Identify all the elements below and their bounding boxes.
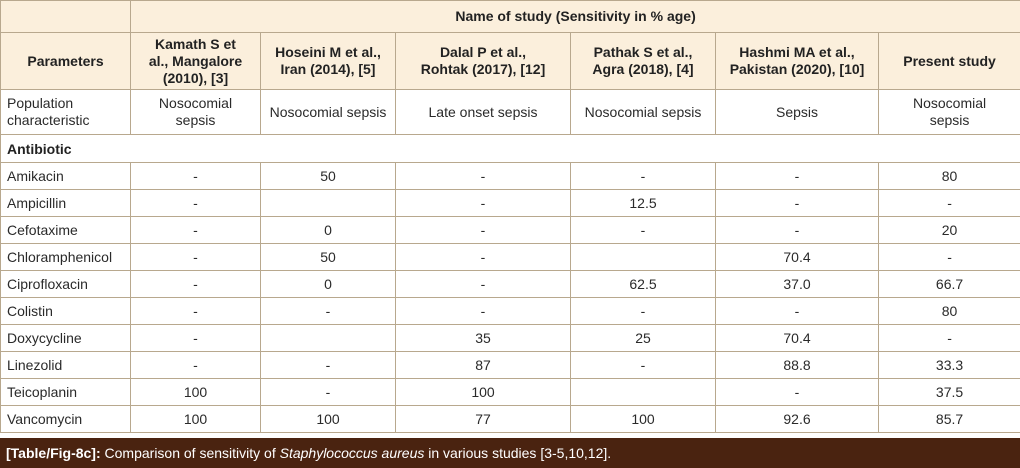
sensitivity-cell: -	[131, 271, 261, 298]
table-row	[1, 190, 1020, 217]
sensitivity-cell: 100	[571, 406, 716, 433]
antibiotic-header: Antibiotic	[1, 135, 1020, 163]
sensitivity-cell	[571, 244, 716, 271]
study-header: Pathak S et al., Agra (2018), [4]	[571, 33, 716, 90]
sensitivity-cell: 92.6	[716, 406, 879, 433]
header-corner	[1, 1, 131, 33]
population-cell: Sepsis	[716, 90, 879, 135]
drug-rows	[1, 163, 1020, 433]
sensitivity-cell: 77	[396, 406, 571, 433]
sensitivity-cell	[261, 190, 396, 217]
antibiotic-name: Ciprofloxacin	[1, 271, 131, 298]
antibiotic-header-row	[1, 135, 1020, 163]
sensitivity-cell: -	[571, 298, 716, 325]
sensitivity-cell: -	[131, 217, 261, 244]
sensitivity-cell: -	[261, 379, 396, 406]
population-cell: Nosocomial sepsis	[879, 90, 1020, 135]
sensitivity-cell: -	[571, 352, 716, 379]
sensitivity-cell: -	[879, 190, 1020, 217]
sensitivity-cell: -	[131, 352, 261, 379]
sensitivity-cell: 88.8	[716, 352, 879, 379]
sensitivity-cell: -	[131, 325, 261, 352]
sensitivity-cell: 35	[396, 325, 571, 352]
table-row	[1, 217, 1020, 244]
sensitivity-cell: 100	[261, 406, 396, 433]
study-header: Hashmi MA et al., Pakistan (2020), [10]	[716, 33, 879, 90]
population-row	[1, 90, 1020, 135]
sensitivity-cell: -	[396, 271, 571, 298]
sensitivity-cell: -	[131, 163, 261, 190]
sensitivity-cell: 100	[396, 379, 571, 406]
antibiotic-name: Colistin	[1, 298, 131, 325]
study-header: Present study	[879, 33, 1020, 90]
sensitivity-cell: -	[716, 190, 879, 217]
sensitivity-cell: 50	[261, 244, 396, 271]
caption-tag: [Table/Fig-8c]:	[6, 445, 101, 461]
sensitivity-cell: 37.5	[879, 379, 1020, 406]
sensitivity-cell: 20	[879, 217, 1020, 244]
table-row	[1, 271, 1020, 298]
sensitivity-cell: -	[716, 298, 879, 325]
sensitivity-cell: 100	[131, 379, 261, 406]
table-row	[1, 244, 1020, 271]
sensitivity-cell: 25	[571, 325, 716, 352]
sensitivity-cell: 0	[261, 217, 396, 244]
sensitivity-cell: -	[396, 190, 571, 217]
sensitivity-cell: 70.4	[716, 244, 879, 271]
sensitivity-cell: 33.3	[879, 352, 1020, 379]
group-header: Name of study (Sensitivity in % age)	[131, 1, 1020, 33]
sensitivity-cell: -	[131, 190, 261, 217]
sensitivity-cell: 12.5	[571, 190, 716, 217]
antibiotic-name: Linezolid	[1, 352, 131, 379]
parameters-header: Parameters	[1, 33, 131, 90]
antibiotic-name: Cefotaxime	[1, 217, 131, 244]
population-cell: Nosocomial sepsis	[261, 90, 396, 135]
study-header: Kamath S et al., Mangalore (2010), [3]	[131, 33, 261, 90]
sensitivity-cell: 87	[396, 352, 571, 379]
table-row	[1, 163, 1020, 190]
table-row	[1, 379, 1020, 406]
population-cell: Nosocomial sepsis	[131, 90, 261, 135]
study-header: Dalal P et al., Rohtak (2017), [12]	[396, 33, 571, 90]
table-row	[1, 406, 1020, 433]
sensitivity-cell: 66.7	[879, 271, 1020, 298]
antibiotic-name: Doxycycline	[1, 325, 131, 352]
caption-organism: Staphylococcus aureus	[279, 445, 425, 461]
table-row	[1, 298, 1020, 325]
sensitivity-cell: 100	[131, 406, 261, 433]
antibiotic-name: Chloramphenicol	[1, 244, 131, 271]
population-label: Population characteristic	[1, 90, 131, 135]
sensitivity-cell: -	[716, 163, 879, 190]
population-cell: Nosocomial sepsis	[571, 90, 716, 135]
sensitivity-cell: -	[879, 244, 1020, 271]
antibiotic-name: Ampicillin	[1, 190, 131, 217]
antibiotic-name: Vancomycin	[1, 406, 131, 433]
sensitivity-cell: -	[716, 217, 879, 244]
table-caption	[0, 438, 1020, 468]
sensitivity-cell: -	[131, 298, 261, 325]
sensitivity-cell: -	[396, 217, 571, 244]
sensitivity-cell: -	[396, 163, 571, 190]
sensitivity-cell: 50	[261, 163, 396, 190]
sensitivity-cell: 80	[879, 298, 1020, 325]
sensitivity-cell: -	[571, 217, 716, 244]
sensitivity-cell: 80	[879, 163, 1020, 190]
sensitivity-cell: -	[396, 298, 571, 325]
caption-text-before: Comparison of sensitivity of	[100, 445, 280, 461]
caption-text-after: in various studies [3-5,10,12].	[424, 445, 612, 461]
sensitivity-cell: 85.7	[879, 406, 1020, 433]
sensitivity-cell: 0	[261, 271, 396, 298]
sensitivity-cell: 37.0	[716, 271, 879, 298]
header-row-studies	[1, 33, 1020, 90]
sensitivity-cell: -	[571, 163, 716, 190]
antibiotic-name: Teicoplanin	[1, 379, 131, 406]
table-row	[1, 352, 1020, 379]
sensitivity-cell: -	[261, 352, 396, 379]
sensitivity-cell: -	[131, 244, 261, 271]
sensitivity-cell: -	[879, 325, 1020, 352]
antibiotic-name: Amikacin	[1, 163, 131, 190]
population-cell: Late onset sepsis	[396, 90, 571, 135]
study-header: Hoseini M et al., Iran (2014), [5]	[261, 33, 396, 90]
sensitivity-cell: 70.4	[716, 325, 879, 352]
sensitivity-cell: -	[716, 379, 879, 406]
sensitivity-cell: -	[396, 244, 571, 271]
header-row-group	[1, 1, 1020, 33]
sensitivity-cell	[571, 379, 716, 406]
sensitivity-cell: 62.5	[571, 271, 716, 298]
table-row	[1, 325, 1020, 352]
sensitivity-cell	[261, 325, 396, 352]
sensitivity-cell: -	[261, 298, 396, 325]
